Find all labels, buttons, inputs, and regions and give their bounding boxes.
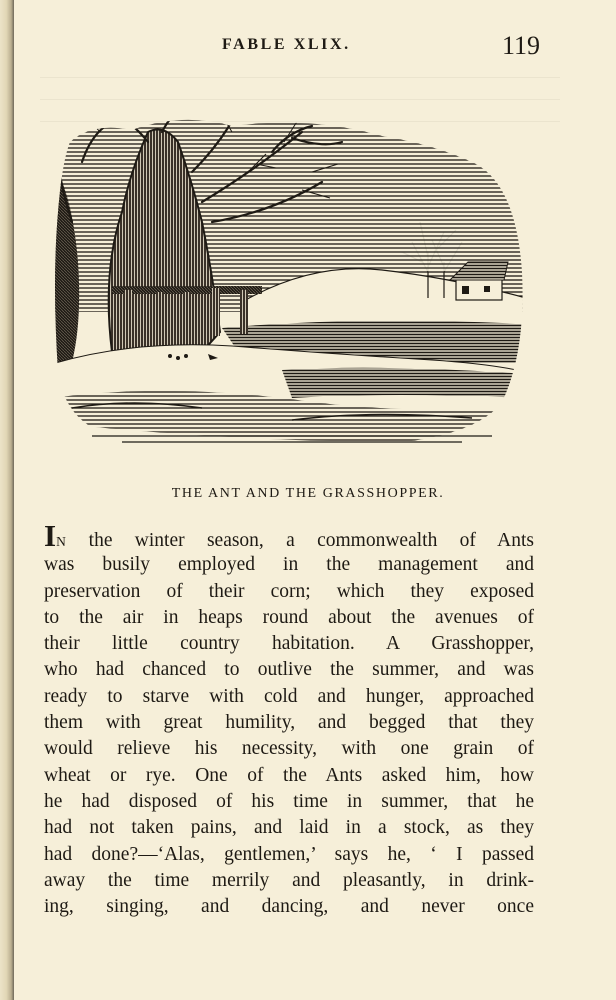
text-line: who had chanced to outlive the summer, and was bbox=[44, 659, 534, 681]
illustration-caption: THE ANT AND THE GRASSHOPPER. bbox=[171, 486, 445, 501]
text-line: their little country habitation. A Grasshopper, bbox=[44, 633, 534, 655]
running-head bbox=[0, 31, 616, 60]
text-line: was busily employed in the management and bbox=[44, 554, 534, 576]
text-line: he had disposed of his time in summer, that he bbox=[44, 790, 534, 812]
text-line: ing, singing, and dancing, and never once bbox=[44, 896, 534, 918]
drop-cap-small: N bbox=[56, 534, 67, 549]
fable-body-text bbox=[44, 518, 534, 920]
text-line: had done?—‘Alas, gentlemen,’ says he, ‘ I passed bbox=[44, 843, 534, 865]
drop-cap: I bbox=[44, 518, 57, 553]
text-line: away the time merrily and pleasantly, in drink- bbox=[44, 869, 534, 891]
text-line: would relieve his necessity, with one grain of bbox=[44, 738, 534, 760]
text-line: preservation of their corn; which they exposed bbox=[44, 580, 534, 602]
text-line: wheat or rye. One of the Ants asked him, how bbox=[44, 764, 534, 786]
text-line: to the air in heaps round about the avenues of bbox=[44, 606, 534, 628]
text-line: IN the winter season, a commonwealth of Ants bbox=[44, 518, 534, 553]
text-line: them with great humility, and begged that they bbox=[44, 712, 534, 734]
winter-landscape-illustration bbox=[52, 102, 526, 452]
page-number: 119 bbox=[502, 31, 541, 60]
fable-number: FABLE XLIX. bbox=[222, 36, 351, 53]
text-line: had not taken pains, and laid in a stock, as they bbox=[44, 817, 534, 839]
text-line: ready to starve with cold and hunger, approached bbox=[44, 685, 534, 707]
